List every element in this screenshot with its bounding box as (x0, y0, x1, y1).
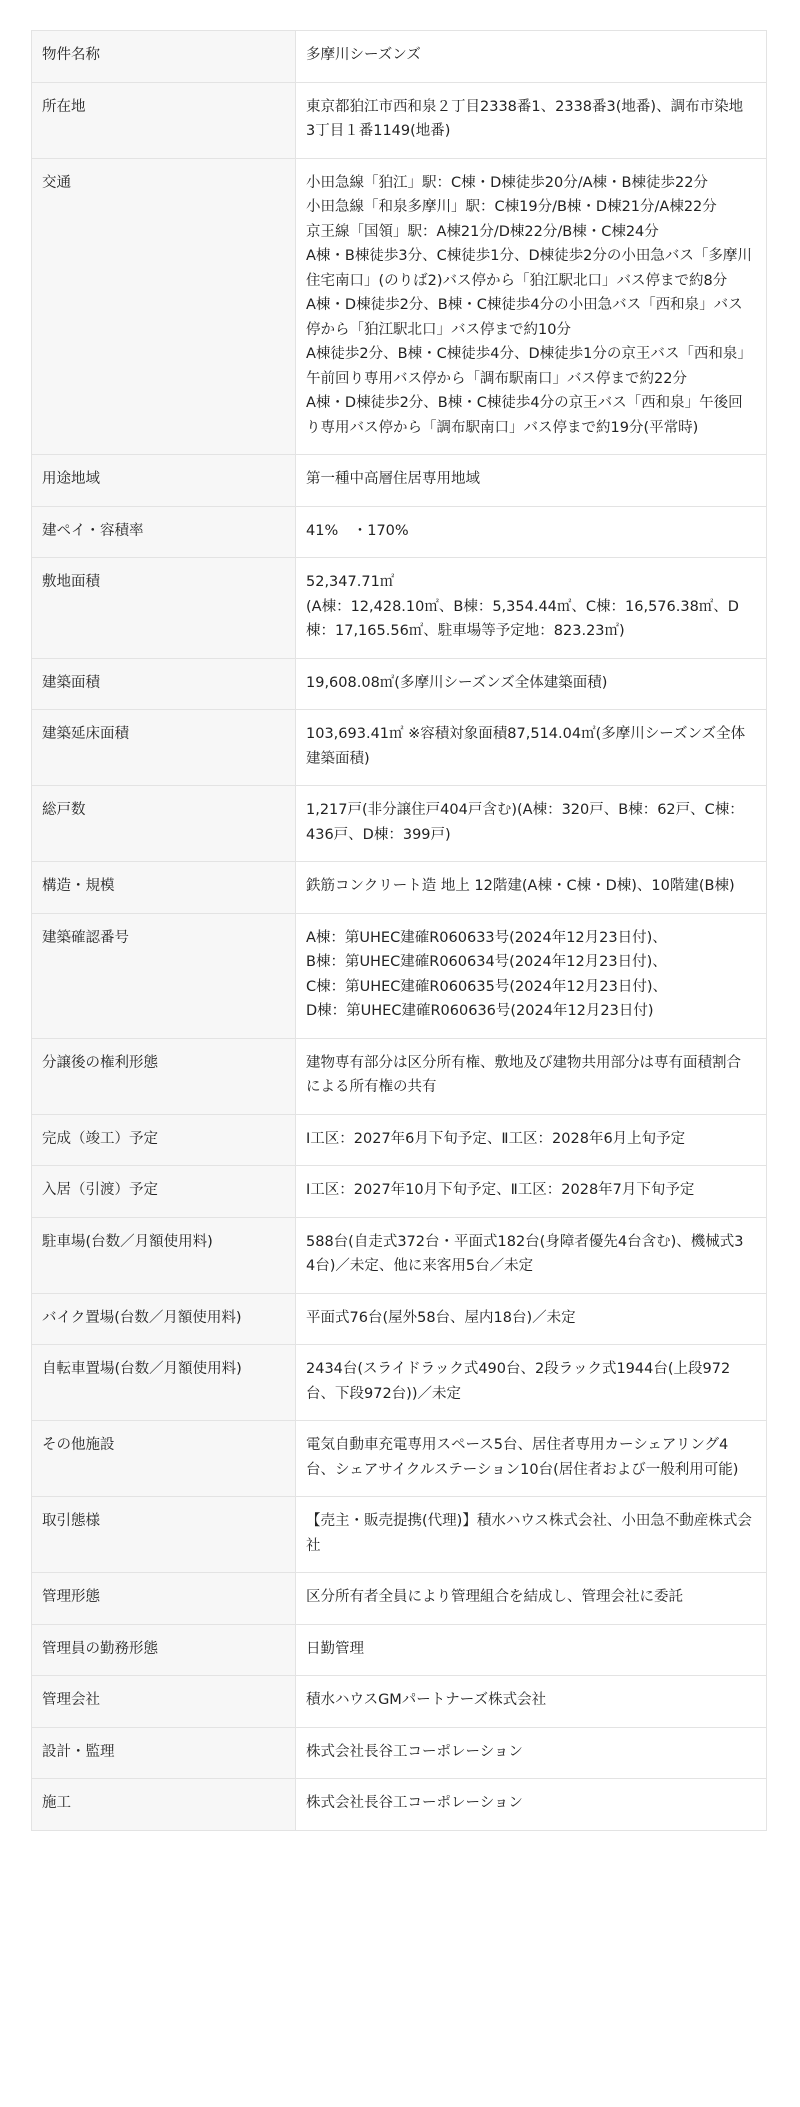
spec-label: 敷地面積 (32, 558, 296, 659)
spec-row (32, 862, 767, 914)
spec-label: 管理形態 (32, 1573, 296, 1625)
spec-value: 多摩川シーズンズ (296, 31, 767, 83)
spec-row (32, 1038, 767, 1114)
spec-value: 1,217戸(非分譲住戸404戸含む)(A棟：320戸、B棟：62戸、C棟：436戸、D棟：399戸) (296, 786, 767, 862)
spec-value: 鉄筋コンクリート造 地上 12階建(A棟・C棟・D棟)、10階建(B棟) (296, 862, 767, 914)
spec-label: 施工 (32, 1779, 296, 1831)
spec-value: 建物専有部分は区分所有権、敷地及び建物共用部分は専有面積割合による所有権の共有 (296, 1038, 767, 1114)
spec-value: Ⅰ工区：2027年10月下旬予定、Ⅱ工区：2028年7月下旬予定 (296, 1166, 767, 1218)
spec-row (32, 1166, 767, 1218)
spec-label: 用途地域 (32, 455, 296, 507)
spec-row (32, 455, 767, 507)
spec-row (32, 1345, 767, 1421)
spec-value: 積水ハウスGMパートナーズ株式会社 (296, 1676, 767, 1728)
spec-row (32, 1573, 767, 1625)
spec-row (32, 1497, 767, 1573)
spec-label: 分譲後の権利形態 (32, 1038, 296, 1114)
spec-label: 建築延床面積 (32, 710, 296, 786)
spec-row (32, 658, 767, 710)
spec-row (32, 506, 767, 558)
spec-label: 建築確認番号 (32, 913, 296, 1038)
spec-row (32, 710, 767, 786)
spec-row (32, 1676, 767, 1728)
spec-row (32, 1421, 767, 1497)
spec-value: Ⅰ工区：2027年6月下旬予定、Ⅱ工区：2028年6月上旬予定 (296, 1114, 767, 1166)
spec-row (32, 786, 767, 862)
spec-row (32, 158, 767, 455)
spec-row (32, 558, 767, 659)
spec-row (32, 1217, 767, 1293)
spec-value: 電気自動車充電専用スペース5台、居住者専用カーシェアリング4台、シェアサイクルステーション10台(居住者および一般利用可能) (296, 1421, 767, 1497)
spec-value: 41% ・170% (296, 506, 767, 558)
spec-label: 自転車置場(台数／月額使用料) (32, 1345, 296, 1421)
spec-value: 区分所有者全員により管理組合を結成し、管理会社に委託 (296, 1573, 767, 1625)
spec-label: 建ペイ・容積率 (32, 506, 296, 558)
spec-row (32, 1779, 767, 1831)
spec-row (32, 82, 767, 158)
spec-label: 交通 (32, 158, 296, 455)
spec-label: 入居（引渡）予定 (32, 1166, 296, 1218)
spec-value: 103,693.41㎡ ※容積対象面積87,514.04㎡(多摩川シーズンズ全体建築面積) (296, 710, 767, 786)
spec-value: 588台(自走式372台・平面式182台(身障者優先4台含む)、機械式34台)／未定、他に来客用5台／未定 (296, 1217, 767, 1293)
spec-value: 52,347.71㎡ (A棟：12,428.10㎡、B棟：5,354.44㎡、C棟：16,576.38㎡、D棟：17,165.56㎡、駐車場等予定地：823.23㎡) (296, 558, 767, 659)
spec-value: 日勤管理 (296, 1624, 767, 1676)
spec-table-body (32, 31, 767, 1831)
spec-value: 第一種中高層住居専用地域 (296, 455, 767, 507)
spec-label: 構造・規模 (32, 862, 296, 914)
spec-label: 所在地 (32, 82, 296, 158)
spec-label: 完成（竣工）予定 (32, 1114, 296, 1166)
spec-label: その他施設 (32, 1421, 296, 1497)
spec-value: 東京都狛江市西和泉２丁目2338番1、2338番3(地番)、調布市染地3丁目１番1149(地番) (296, 82, 767, 158)
spec-value: A棟：第UHEC建確R060633号(2024年12月23日付)、 B棟：第UHEC建確R060634号(2024年12月23日付)、 C棟：第UHEC建確R060635号(2024年12月23日付)、 D棟：第UHEC建確R060636号(2024年12月23日付) (296, 913, 767, 1038)
spec-value: 平面式76台(屋外58台、屋内18台)／未定 (296, 1293, 767, 1345)
spec-value: 2434台(スライドラック式490台、2段ラック式1944台(上段972台、下段972台))／未定 (296, 1345, 767, 1421)
spec-value: 小田急線「狛江」駅：C棟・D棟徒歩20分/A棟・B棟徒歩22分 小田急線「和泉多摩川」駅：C棟19分/B棟・D棟21分/A棟22分 京王線「国領」駅：A棟21分/D棟22分/B棟・C棟24分 A棟・B棟徒歩3分、C棟徒歩1分、D棟徒歩2分の小田急バス「多摩川住宅南口」(のりば2)バス停から「狛江駅北口」バス停まで約8分 A棟・D棟徒歩2分、B棟・C棟徒歩4分の小田急バス「西和泉」バス停から「狛江駅北口」バス停まで約10分 A棟徒歩2分、B棟・C棟徒歩4分、D棟徒歩1分の京王バス「西和泉」午前回り専用バス停から「調布駅南口」バス停まで約22分 A棟・D棟徒歩2分、B棟・C棟徒歩4分の京王バス「西和泉」午後回り専用バス停から「調布駅南口」バス停まで約19分(平常時) (296, 158, 767, 455)
spec-value: 19,608.08㎡(多摩川シーズンズ全体建築面積) (296, 658, 767, 710)
spec-label: 設計・監理 (32, 1727, 296, 1779)
spec-label: 総戸数 (32, 786, 296, 862)
spec-value: 株式会社長谷工コーポレーション (296, 1727, 767, 1779)
property-overview (31, 30, 767, 1831)
spec-row (32, 31, 767, 83)
spec-value: 【売主・販売提携(代理)】積水ハウス株式会社、小田急不動産株式会社 (296, 1497, 767, 1573)
property-spec-table (31, 30, 767, 1831)
spec-label: バイク置場(台数／月額使用料) (32, 1293, 296, 1345)
spec-label: 管理会社 (32, 1676, 296, 1728)
spec-row (32, 913, 767, 1038)
spec-row (32, 1293, 767, 1345)
spec-row (32, 1114, 767, 1166)
spec-label: 駐車場(台数／月額使用料) (32, 1217, 296, 1293)
spec-value: 株式会社長谷工コーポレーション (296, 1779, 767, 1831)
spec-label: 物件名称 (32, 31, 296, 83)
spec-label: 建築面積 (32, 658, 296, 710)
spec-row (32, 1624, 767, 1676)
spec-row (32, 1727, 767, 1779)
spec-label: 管理員の勤務形態 (32, 1624, 296, 1676)
spec-label: 取引態様 (32, 1497, 296, 1573)
